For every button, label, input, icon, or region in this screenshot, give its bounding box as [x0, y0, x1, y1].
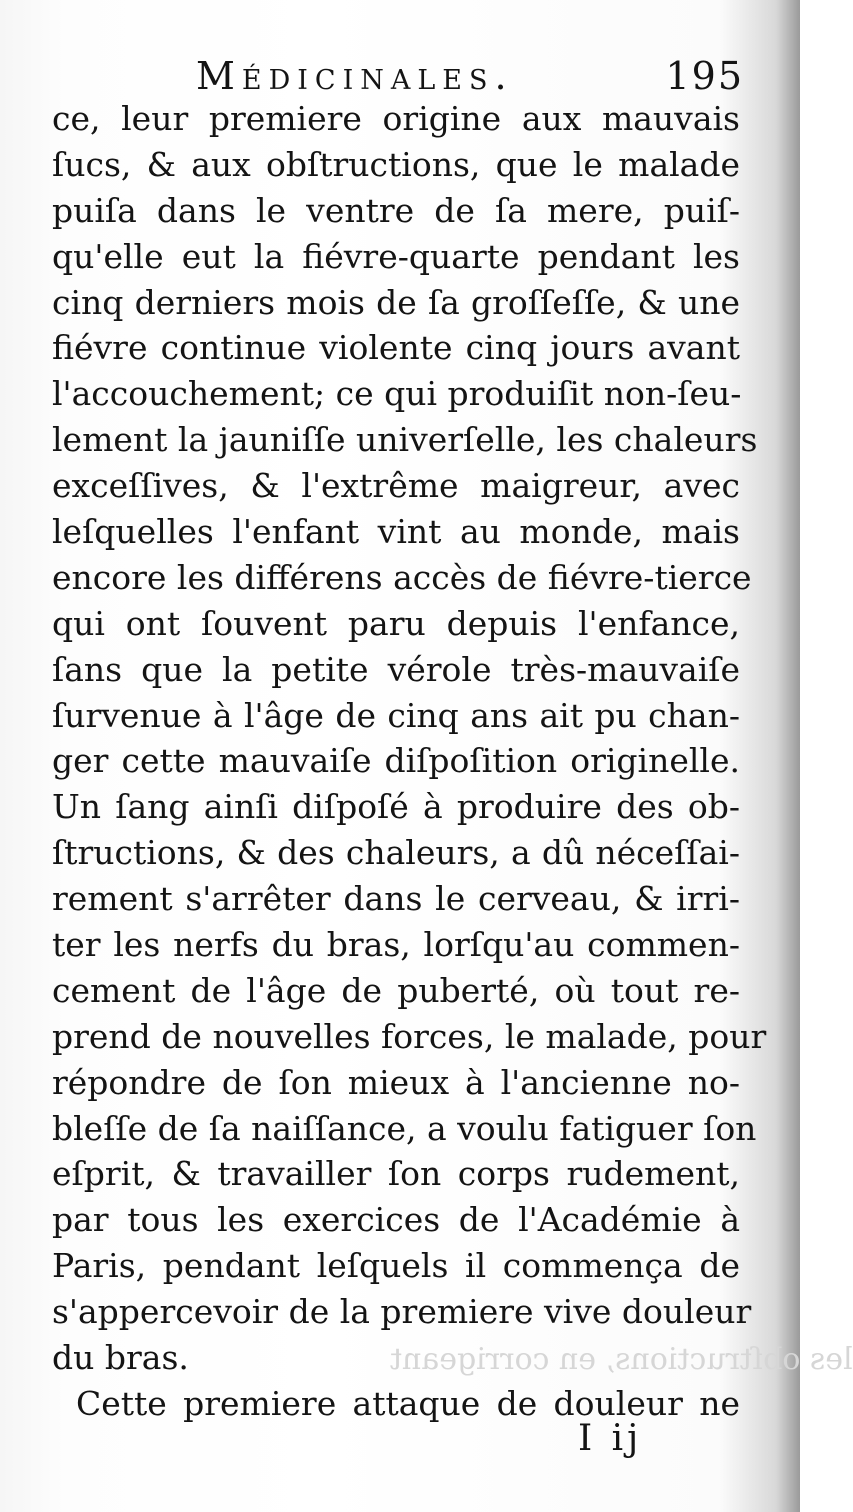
running-title: Médicinales. — [196, 54, 514, 98]
text-line: ſurvenue à l'âge de cinq ans ait pu chan- — [52, 695, 740, 735]
page-header — [196, 50, 744, 100]
text-line: ſucs, & aux obſtructions, que le malade — [52, 144, 740, 184]
text-line: rement s'arrêter dans le cerveau, & irri- — [52, 879, 740, 919]
text-line: qu'elle eut la fiévre-quarte pendant les — [52, 236, 740, 276]
signature-mark: I ij — [578, 1418, 643, 1459]
text-line: puiſa dans le ventre de ſa mere, puiſ- — [52, 190, 740, 230]
text-line: cinq derniers mois de ſa groſſeſſe, & une — [52, 282, 740, 322]
text-line: Un ſang ainſi diſpoſé à produire des ob- — [52, 787, 740, 827]
text-line: encore les différens accès de fiévre-tierce — [52, 557, 752, 597]
text-line: ger cette mauvaiſe diſpoſition originelle. — [52, 741, 740, 781]
text-line: ce, leur premiere origine aux mauvais — [52, 99, 740, 138]
text-line: leſquelles l'enfant vint au monde, mais — [52, 512, 740, 552]
bleed-through-text: les obſtructions, en corrigeant — [390, 1342, 853, 1377]
paragraph-start-line: Cette premiere attaque de douleur ne — [76, 1383, 740, 1423]
text-line: par tous les exercices de l'Académie à — [52, 1200, 740, 1240]
text-line: ter les nerfs du bras, lorſqu'au commen- — [52, 925, 740, 965]
text-line: cement de l'âge de puberté, où tout re- — [52, 970, 740, 1010]
page-number: 195 — [665, 54, 744, 98]
text-line: répondre de ſon mieux à l'ancienne no- — [52, 1062, 740, 1102]
paragraph-end-line: du bras. — [52, 1338, 189, 1378]
text-line: ſtructions, & des chaleurs, a dû néceſſai- — [52, 833, 740, 873]
text-line: bleſſe de ſa naiſſance, a voulu fatiguer ſon — [52, 1108, 757, 1148]
text-line: fiévre continue violente cinq jours avant — [52, 328, 740, 368]
text-line: ſans que la petite vérole très-mauvaiſe — [52, 649, 740, 689]
text-line: exceſſives, & l'extrême maigreur, avec — [52, 466, 740, 506]
text-line: s'appercevoir de la premiere vive douleur — [52, 1292, 752, 1332]
text-line: eſprit, & travailler ſon corps rudement, — [52, 1154, 740, 1194]
text-line: l'accouchement; ce qui produiſit non-ſeu- — [52, 374, 742, 414]
body-text — [52, 96, 767, 1427]
text-line: Paris, pendant leſquels il commença de — [52, 1246, 740, 1286]
text-line: qui ont ſouvent paru depuis l'enfance, — [52, 603, 740, 643]
text-line: lement la jauniſſe univerſelle, les chaleurs — [52, 420, 758, 460]
text-line: prend de nouvelles forces, le malade, pour — [52, 1016, 767, 1056]
